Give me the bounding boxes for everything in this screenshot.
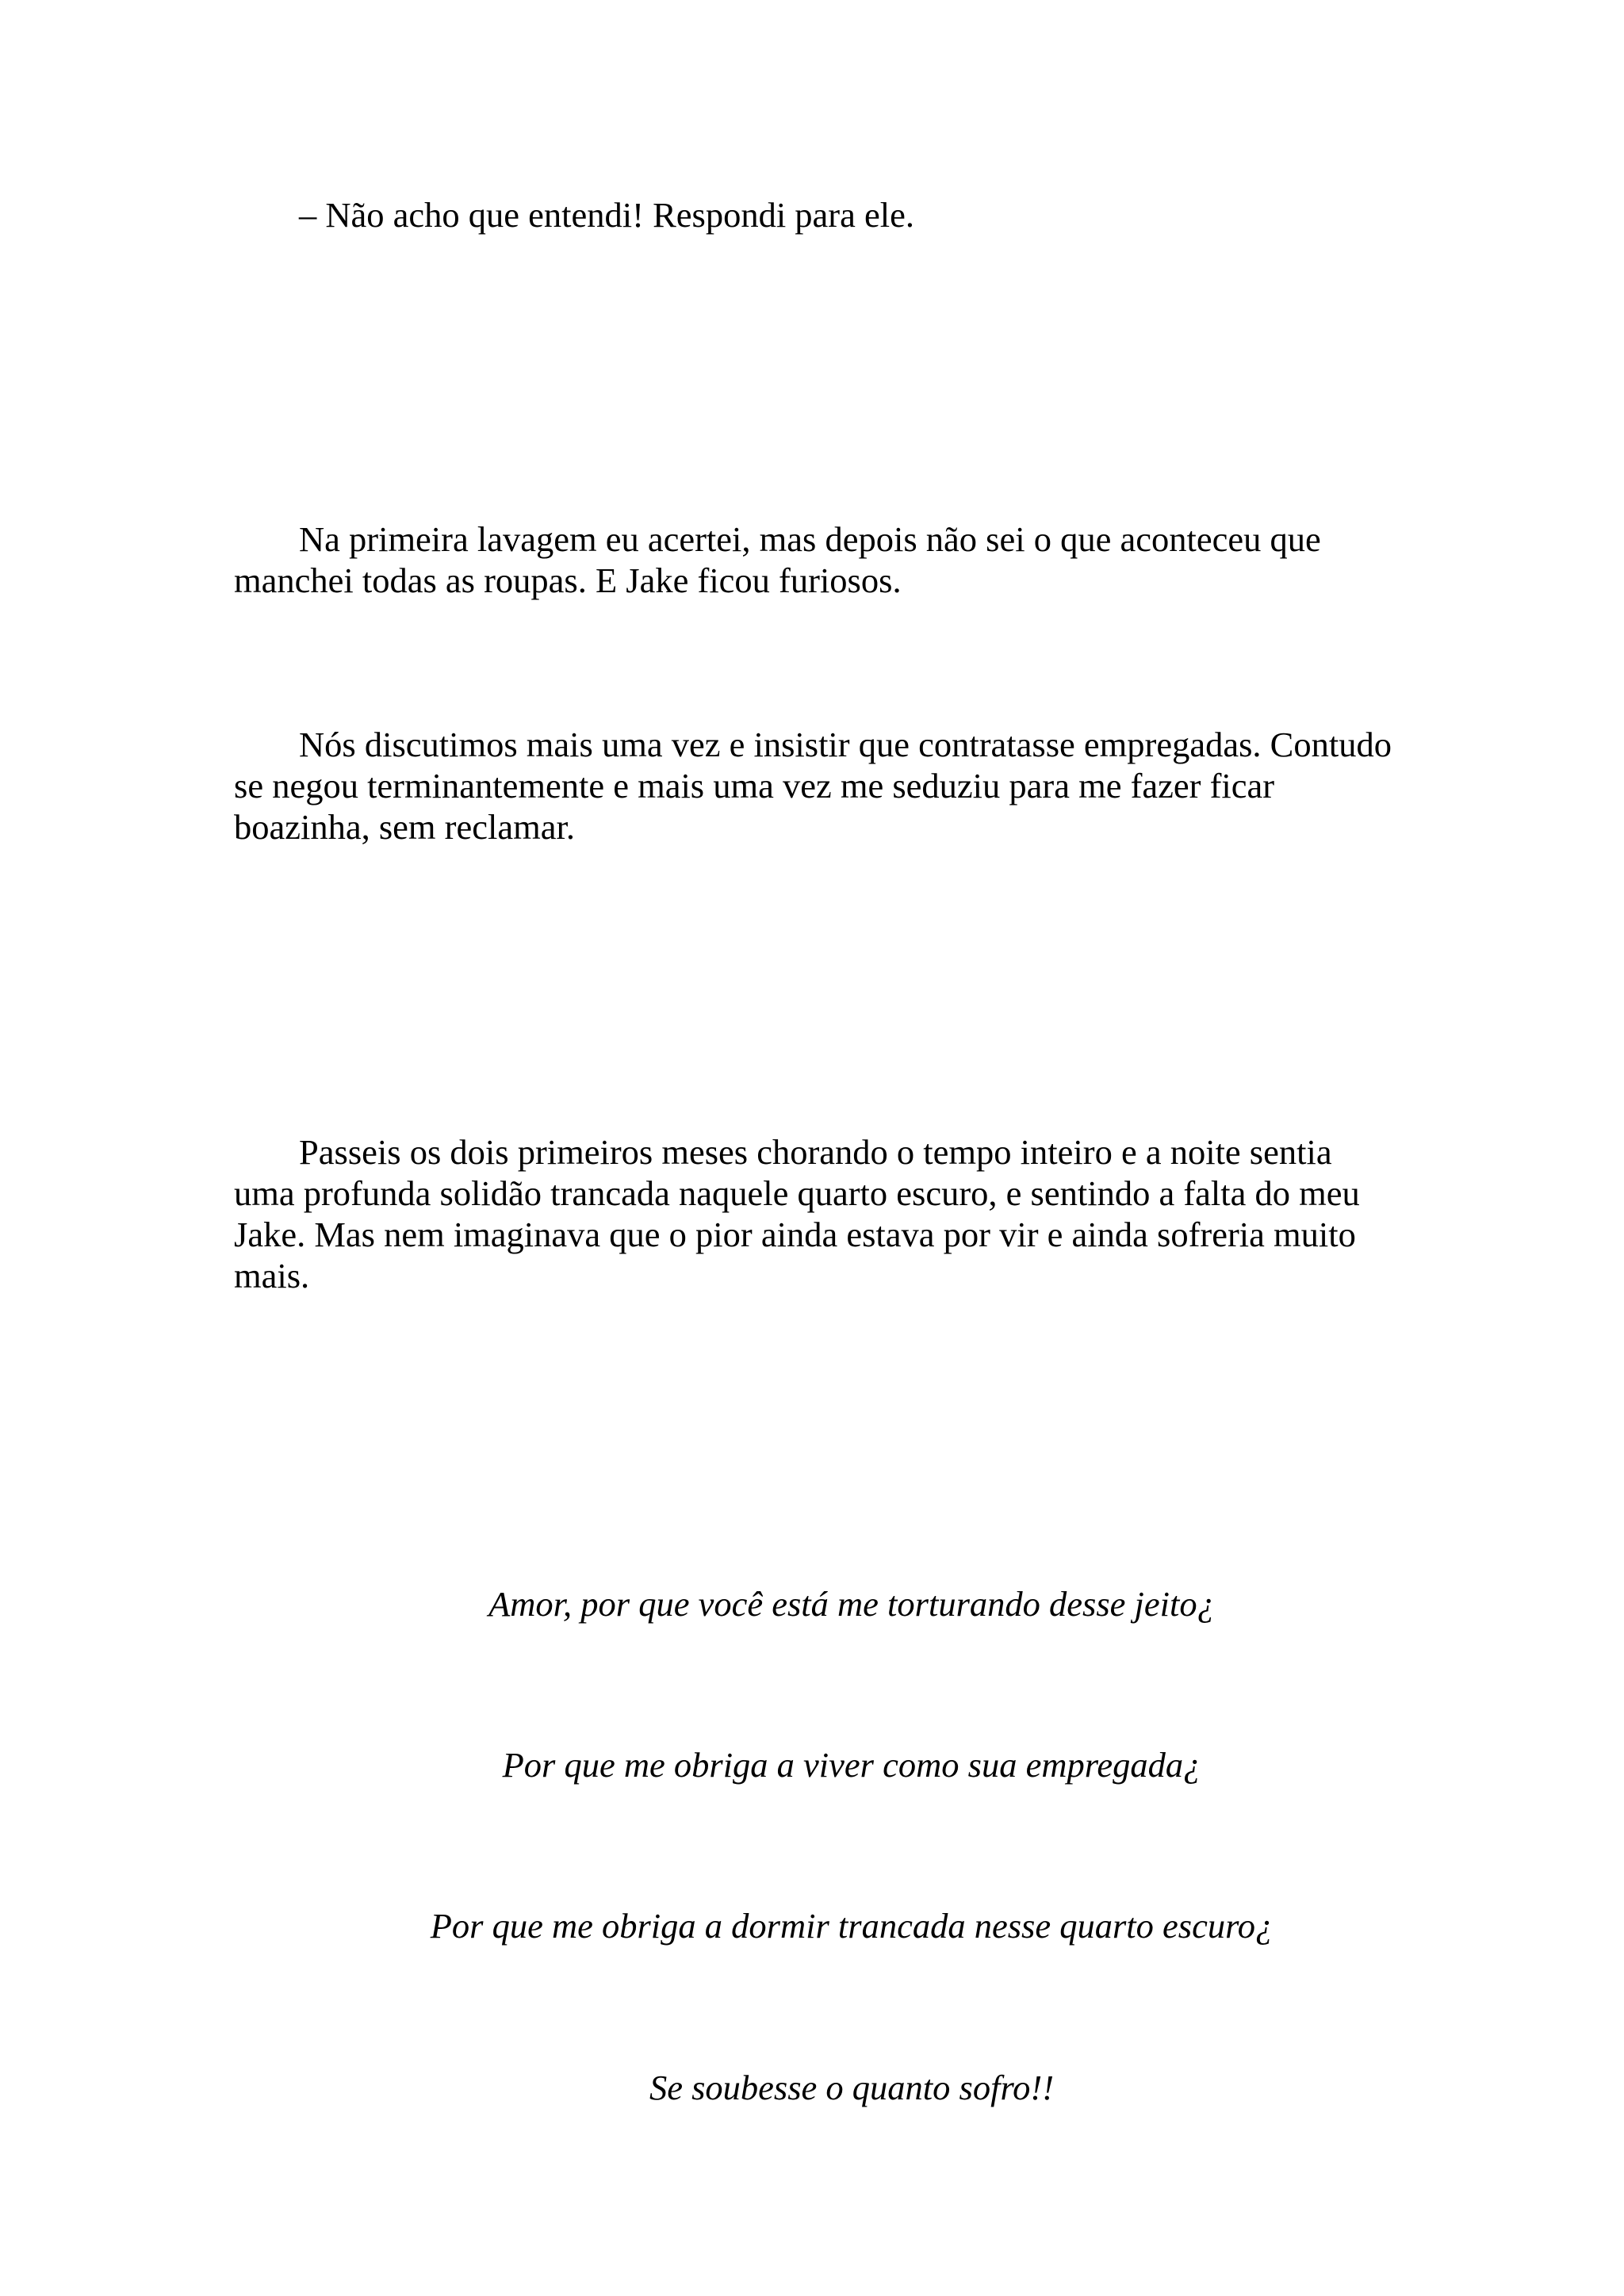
paragraph-loneliness: Passeis os dois primeiros meses chorando o tempo inteiro e a noite sentia uma profunda solidão trancada naquele quarto escuro, e sentindo a falta do meu Jake. Mas nem imaginava que o pior ainda estava por vir e ainda sofreria muito mais. — [234, 1132, 1360, 1295]
paragraph-dialogue: – Não acho que entendi! Respondi para ele. — [299, 195, 914, 235]
verse-line: Por que me obriga a dormir trancada nesse quarto escuro¿ — [430, 1906, 1274, 1946]
paragraph-argument: Nós discutimos mais uma vez e insistir que contratasse empregadas. Contudo se negou terminantemente e mais uma vez me seduziu para me fazer ficar boazinha, sem reclamar. — [234, 725, 1392, 847]
verse-line: Amor, por que você está me torturando desse jeito¿ — [488, 1584, 1215, 1624]
paragraph-laundry: Na primeira lavagem eu acertei, mas depois não sei o que aconteceu que manchei todas as roupas. E Jake ficou furiosos. — [234, 519, 1321, 600]
verse-line: Por que me obriga a viver como sua empregada¿ — [502, 1745, 1201, 1785]
verse-line: Se soubesse o quanto sofro!! — [649, 2068, 1055, 2107]
